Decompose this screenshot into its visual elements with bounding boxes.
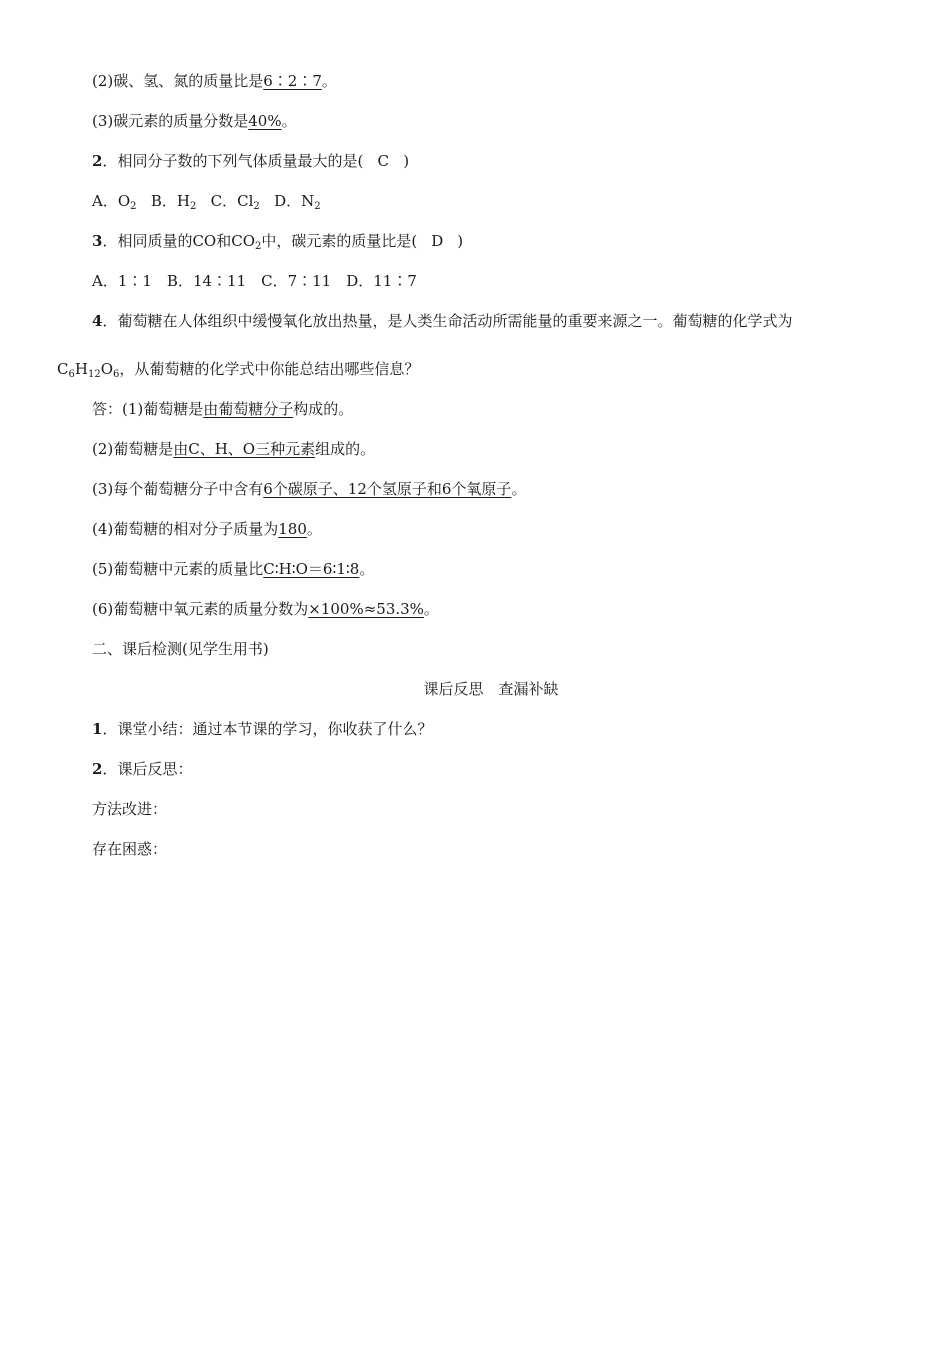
option-b: B．H: [150, 192, 190, 210]
existing-confusion: [92, 839, 167, 859]
line-text: 构成的。: [293, 400, 354, 418]
line-text: 答：(1)葡萄糖是: [92, 400, 204, 418]
question-2-options: [92, 191, 321, 211]
method-improvement: [92, 799, 167, 819]
line-text: 。: [306, 520, 322, 538]
question-2: [92, 151, 409, 171]
line-text: (2)葡萄糖是: [92, 440, 174, 458]
question-number: 4: [92, 312, 103, 330]
answer-blank: C∶H∶O＝6∶1∶8: [263, 560, 360, 578]
reflection-1: [92, 719, 432, 739]
answer-blank: ×100%≈53.3%: [308, 600, 424, 618]
question-4: [92, 311, 792, 331]
line-text: (6)葡萄糖中氧元素的质量分数为: [92, 600, 309, 618]
line-text: 。: [511, 480, 527, 498]
answer-5: [92, 559, 374, 579]
answer-line-mass-ratio: [92, 71, 337, 91]
subscript: 12: [87, 369, 101, 380]
item-number: 1: [92, 720, 103, 738]
choice-answer: D: [431, 232, 444, 250]
answer-1: [92, 399, 353, 419]
line-text: 。: [359, 560, 375, 578]
subscript: 2: [255, 241, 262, 252]
reflection-heading: [0, 679, 950, 699]
subscript: 6: [68, 369, 75, 380]
subscript: 2: [130, 201, 137, 212]
line-text: (3)每个葡萄糖分子中含有: [92, 480, 264, 498]
line-text: 组成的。: [315, 440, 376, 458]
line-text: 。: [281, 112, 297, 130]
question-3-options: [92, 271, 417, 291]
formula-part: H: [74, 360, 88, 378]
option-a: A．O: [92, 192, 131, 210]
question-text: 中，碳元素的质量比是(: [261, 232, 418, 250]
item-text: ．课后反思：: [102, 760, 193, 778]
answer-blank: 180: [278, 520, 307, 538]
answer-blank: 40%: [248, 112, 282, 130]
section-heading: [92, 639, 269, 659]
subscript: 2: [189, 201, 197, 212]
question-text: ．相同质量的CO和CO: [102, 232, 255, 250]
question-close: ): [457, 232, 464, 250]
formula-part: O: [100, 360, 113, 378]
answer-blank: 6∶2∶7: [263, 72, 322, 90]
item-text: 方法改进：: [92, 800, 168, 818]
reflection-2: [92, 759, 192, 779]
answer-blank: 由C、H、O三种元素: [173, 440, 316, 458]
formula-part: C: [57, 360, 69, 378]
answer-3: [92, 479, 526, 499]
option-c: C．Cl: [210, 192, 254, 210]
line-text: (2)碳、氢、氮的质量比是: [92, 72, 264, 90]
question-number: 3: [92, 232, 103, 250]
answer-blank: 由葡萄糖分子: [203, 400, 294, 418]
answer-blank: 6个碳原子、12个氢原子和6个氧原子: [263, 480, 512, 498]
section-title: 二、课后检测(见学生用书): [92, 640, 269, 658]
line-text: (5)葡萄糖中元素的质量比: [92, 560, 264, 578]
answer-2: [92, 439, 375, 459]
line-text: (3)碳元素的质量分数是: [92, 112, 249, 130]
choice-answer: C: [377, 152, 390, 170]
options-text: A．1∶1 B．14∶11 C．7∶11 D．11∶7: [92, 272, 417, 290]
question-4-continued: [57, 359, 419, 379]
answer-line-mass-fraction: [92, 111, 297, 131]
question-3: [92, 231, 463, 251]
question-text: ，从葡萄糖的化学式中你能总结出哪些信息？: [119, 360, 420, 378]
line-text: 。: [321, 72, 337, 90]
item-text: 存在困惑：: [92, 840, 168, 858]
heading-text: 课后反思 查漏补缺: [423, 680, 559, 698]
subscript: 6: [113, 369, 120, 380]
answer-6: [92, 599, 439, 619]
line-text: 。: [423, 600, 439, 618]
option-d: D．N: [274, 192, 315, 210]
item-number: 2: [92, 760, 103, 778]
line-text: (4)葡萄糖的相对分子质量为: [92, 520, 279, 538]
question-text: ．葡萄糖在人体组织中缓慢氧化放出热量，是人类生命活动所需能量的重要来源之一。葡萄糖的化学式为: [102, 312, 793, 330]
subscript: 2: [253, 201, 260, 212]
subscript: 2: [314, 201, 321, 212]
answer-4: [92, 519, 322, 539]
question-number: 2: [92, 152, 103, 170]
item-text: ．课堂小结：通过本节课的学习，你收获了什么？: [102, 720, 433, 738]
question-close: ): [403, 152, 410, 170]
question-text: ．相同分子数的下列气体质量最大的是(: [102, 152, 364, 170]
